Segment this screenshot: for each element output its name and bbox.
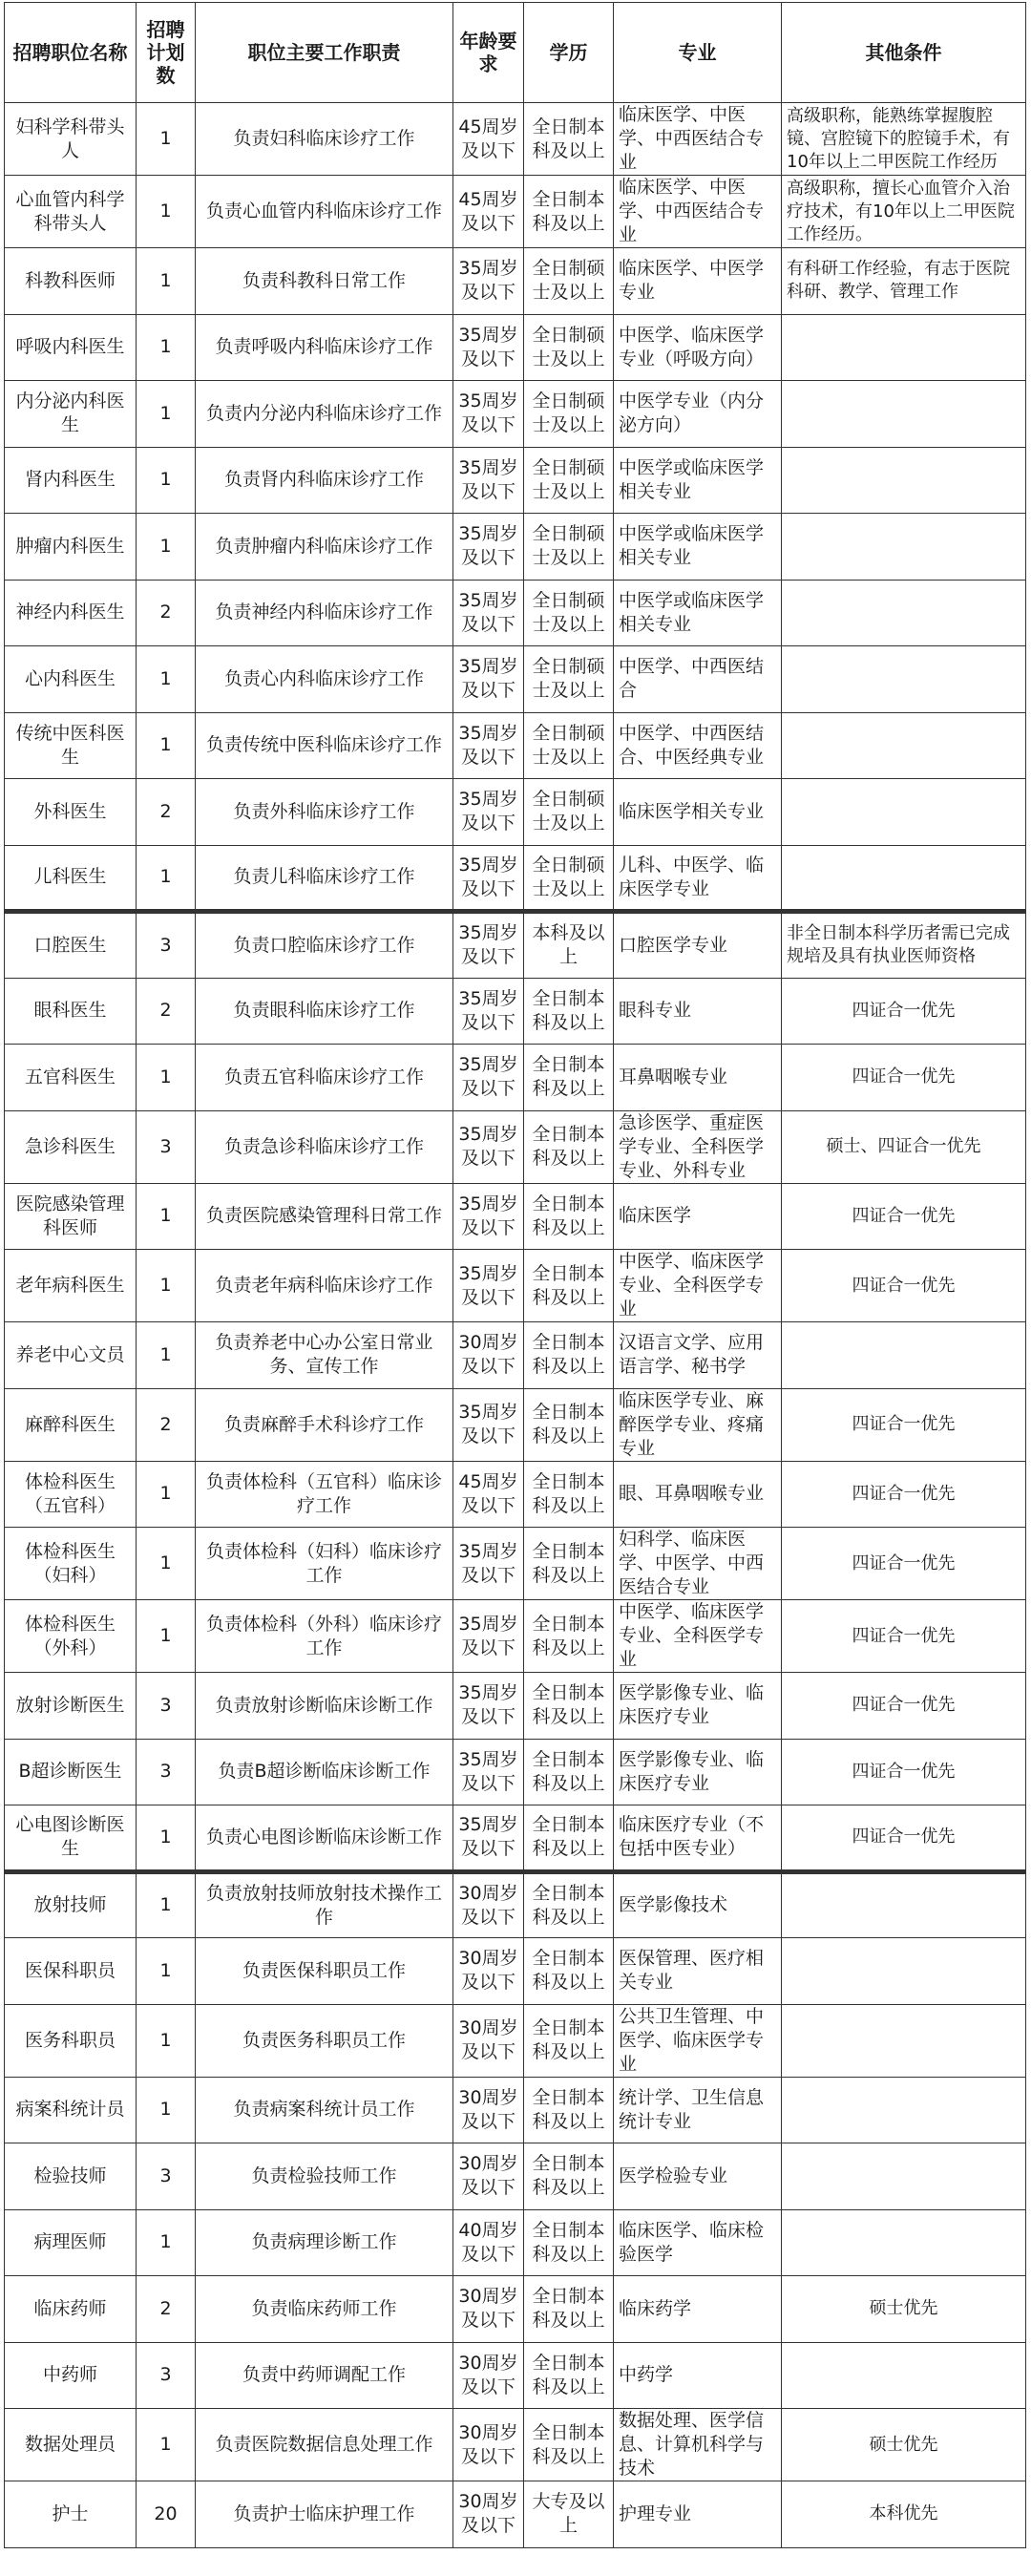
cell-age: 30周岁及以下 [453,2077,524,2143]
cell-count: 1 [137,1871,196,1938]
cell-conditions [782,2143,1026,2210]
cell-position: 中药师 [5,2342,137,2409]
cell-conditions: 四证合一优先 [782,1183,1026,1250]
cell-conditions: 四证合一优先 [782,1805,1026,1872]
header-position: 招聘职位名称 [5,3,137,103]
table-row [5,248,1026,315]
cell-conditions: 四证合一优先 [782,1461,1026,1528]
cell-position: 病理医师 [5,2209,137,2276]
cell-duties: 负责外科临床诊疗工作 [196,779,453,846]
cell-major: 临床医学相关专业 [614,779,782,846]
cell-position: 急诊科医生 [5,1110,137,1183]
table-row [5,2077,1026,2143]
cell-duties: 负责心内科临床诊疗工作 [196,646,453,713]
cell-conditions: 四证合一优先 [782,1250,1026,1322]
cell-conditions: 硕士优先 [782,2409,1026,2481]
cell-age: 35周岁及以下 [453,912,524,979]
cell-conditions [782,1938,1026,2005]
table-row [5,1110,1026,1183]
cell-major: 中医学或临床医学相关专业 [614,514,782,581]
cell-age: 35周岁及以下 [453,779,524,846]
cell-duties: 负责医院感染管理科日常工作 [196,1183,453,1250]
header-other-conditions: 其他条件 [782,3,1026,103]
cell-count: 1 [137,2409,196,2481]
cell-duties: 负责五官科临床诊疗工作 [196,1045,453,1111]
cell-conditions: 有科研工作经验，有志于医院科研、教学、管理工作 [782,248,1026,315]
cell-position: 医务科职员 [5,2004,137,2077]
cell-position: 传统中医科医生 [5,712,137,779]
cell-duties: 负责传统中医科临床诊疗工作 [196,712,453,779]
cell-education: 全日制本科及以上 [524,1322,614,1389]
cell-count: 1 [137,514,196,581]
cell-conditions [782,779,1026,846]
table-row [5,2481,1026,2548]
cell-count: 1 [137,381,196,448]
cell-major: 汉语言文学、应用语言学、秘书学 [614,1322,782,1389]
cell-count: 3 [137,1673,196,1740]
cell-major: 医保管理、医疗相关专业 [614,1938,782,2005]
cell-position: 五官科医生 [5,1045,137,1111]
cell-education: 全日制本科及以上 [524,1938,614,2005]
cell-duties: 负责心电图诊断临床诊断工作 [196,1805,453,1872]
cell-count: 1 [137,1528,196,1600]
cell-position: 体检科医生（外科） [5,1600,137,1673]
cell-education: 全日制硕士及以上 [524,381,614,448]
cell-education: 全日制本科及以上 [524,2077,614,2143]
cell-age: 35周岁及以下 [453,1388,524,1461]
cell-position: 医院感染管理科医师 [5,1183,137,1250]
cell-count: 3 [137,2342,196,2409]
cell-age: 30周岁及以下 [453,1871,524,1938]
cell-education: 全日制硕士及以上 [524,779,614,846]
cell-duties: 负责中药师调配工作 [196,2342,453,2409]
cell-count: 20 [137,2481,196,2548]
table-row [5,1739,1026,1805]
cell-education: 全日制硕士及以上 [524,580,614,646]
cell-age: 30周岁及以下 [453,2481,524,2548]
cell-education: 全日制本科及以上 [524,978,614,1045]
cell-major: 临床医学、中医学、中西医结合专业 [614,103,782,176]
cell-conditions [782,1871,1026,1938]
cell-education: 全日制硕士及以上 [524,712,614,779]
cell-count: 1 [137,314,196,381]
recruitment-table [4,2,1026,2548]
cell-conditions: 高级职称，擅长心血管介入治疗技术，有10年以上二甲医院工作经历。 [782,176,1026,248]
table-row [5,646,1026,713]
cell-duties: 负责医院数据信息处理工作 [196,2409,453,2481]
table-row [5,2209,1026,2276]
cell-duties: 负责临床药师工作 [196,2276,453,2343]
table-row [5,1388,1026,1461]
cell-age: 30周岁及以下 [453,2004,524,2077]
cell-age: 30周岁及以下 [453,2342,524,2409]
cell-major: 医学影像专业、临床医疗专业 [614,1739,782,1805]
cell-count: 3 [137,2143,196,2210]
cell-position: 内分泌内科医生 [5,381,137,448]
cell-conditions [782,2004,1026,2077]
cell-education: 全日制硕士及以上 [524,447,614,514]
cell-conditions [782,646,1026,713]
cell-age: 30周岁及以下 [453,2409,524,2481]
cell-education: 全日制本科及以上 [524,1183,614,1250]
cell-age: 35周岁及以下 [453,1045,524,1111]
cell-duties: 负责医务科职员工作 [196,2004,453,2077]
table-row [5,580,1026,646]
cell-age: 45周岁及以下 [453,103,524,176]
table-row [5,2342,1026,2409]
cell-duties: 负责妇科临床诊疗工作 [196,103,453,176]
cell-age: 45周岁及以下 [453,176,524,248]
cell-count: 1 [137,2077,196,2143]
table-row [5,1673,1026,1740]
cell-education: 全日制硕士及以上 [524,514,614,581]
cell-duties: 负责麻醉手术科诊疗工作 [196,1388,453,1461]
table-row [5,779,1026,846]
cell-age: 35周岁及以下 [453,1110,524,1183]
cell-age: 35周岁及以下 [453,712,524,779]
cell-major: 中医学、中西医结合、中医经典专业 [614,712,782,779]
table-row [5,1461,1026,1528]
cell-age: 35周岁及以下 [453,1673,524,1740]
cell-count: 2 [137,580,196,646]
cell-position: 肾内科医生 [5,447,137,514]
cell-major: 临床医学、临床检验医学 [614,2209,782,2276]
cell-position: 心内科医生 [5,646,137,713]
cell-major: 护理专业 [614,2481,782,2548]
cell-age: 35周岁及以下 [453,580,524,646]
cell-count: 1 [137,176,196,248]
cell-major: 统计学、卫生信息统计专业 [614,2077,782,2143]
cell-education: 全日制硕士及以上 [524,845,614,912]
cell-count: 1 [137,1250,196,1322]
table-row [5,176,1026,248]
cell-major: 中医学、中西医结合 [614,646,782,713]
cell-position: 呼吸内科医生 [5,314,137,381]
cell-age: 35周岁及以下 [453,1600,524,1673]
cell-major: 急诊医学、重症医学专业、全科医学专业、外科专业 [614,1110,782,1183]
cell-education: 全日制本科及以上 [524,1739,614,1805]
cell-duties: 负责护士临床护理工作 [196,2481,453,2548]
cell-conditions: 高级职称，能熟练掌握腹腔镜、宫腔镜下的腔镜手术，有10年以上二甲医院工作经历 [782,103,1026,176]
cell-education: 全日制本科及以上 [524,1805,614,1872]
cell-count: 2 [137,2276,196,2343]
cell-age: 35周岁及以下 [453,1250,524,1322]
cell-age: 35周岁及以下 [453,646,524,713]
cell-position: 心电图诊断医生 [5,1805,137,1872]
cell-position: 临床药师 [5,2276,137,2343]
cell-duties: 负责病案科统计员工作 [196,2077,453,2143]
cell-count: 1 [137,1600,196,1673]
cell-duties: 负责神经内科临床诊疗工作 [196,580,453,646]
cell-major: 儿科、中医学、临床医学专业 [614,845,782,912]
cell-major: 数据处理、医学信息、计算机科学与技术 [614,2409,782,2481]
cell-education: 全日制本科及以上 [524,1388,614,1461]
cell-major: 临床医学、中医学专业 [614,248,782,315]
cell-conditions: 四证合一优先 [782,1045,1026,1111]
cell-count: 1 [137,845,196,912]
cell-education: 全日制本科及以上 [524,1045,614,1111]
cell-education: 全日制本科及以上 [524,1673,614,1740]
cell-major: 临床医学 [614,1183,782,1250]
cell-major: 妇科学、临床医学、中医学、中西医结合专业 [614,1528,782,1600]
cell-conditions: 四证合一优先 [782,978,1026,1045]
cell-position: 老年病科医生 [5,1250,137,1322]
cell-major: 中药学 [614,2342,782,2409]
cell-education: 全日制本科及以上 [524,2004,614,2077]
cell-position: 外科医生 [5,779,137,846]
table-row [5,1528,1026,1600]
table-row [5,2143,1026,2210]
cell-major: 眼科专业 [614,978,782,1045]
cell-conditions: 硕士优先 [782,2276,1026,2343]
table-row [5,1322,1026,1389]
cell-education: 本科及以上 [524,912,614,979]
cell-count: 1 [137,447,196,514]
cell-age: 30周岁及以下 [453,1322,524,1389]
cell-count: 3 [137,1739,196,1805]
cell-conditions [782,2077,1026,2143]
cell-age: 35周岁及以下 [453,1805,524,1872]
cell-conditions [782,314,1026,381]
cell-age: 35周岁及以下 [453,248,524,315]
cell-position: 体检科医生（妇科） [5,1528,137,1600]
cell-duties: 负责内分泌内科临床诊疗工作 [196,381,453,448]
cell-major: 中医学或临床医学相关专业 [614,580,782,646]
header-plan-count: 招聘计划数 [137,3,196,103]
cell-education: 全日制本科及以上 [524,2409,614,2481]
cell-conditions: 硕士、四证合一优先 [782,1110,1026,1183]
cell-conditions [782,381,1026,448]
cell-age: 35周岁及以下 [453,314,524,381]
cell-age: 35周岁及以下 [453,381,524,448]
cell-count: 1 [137,103,196,176]
cell-age: 35周岁及以下 [453,514,524,581]
cell-major: 眼、耳鼻咽喉专业 [614,1461,782,1528]
cell-duties: 负责老年病科临床诊疗工作 [196,1250,453,1322]
cell-age: 35周岁及以下 [453,447,524,514]
cell-count: 1 [137,712,196,779]
cell-education: 全日制本科及以上 [524,2209,614,2276]
cell-major: 耳鼻咽喉专业 [614,1045,782,1111]
cell-duties: 负责儿科临床诊疗工作 [196,845,453,912]
table-row [5,103,1026,176]
cell-major: 中医学或临床医学相关专业 [614,447,782,514]
table-row [5,912,1026,979]
cell-major: 临床医学、中医学、中西医结合专业 [614,176,782,248]
cell-major: 临床医疗专业（不包括中医专业） [614,1805,782,1872]
cell-age: 35周岁及以下 [453,978,524,1045]
header-education: 学历 [524,3,614,103]
cell-duties: 负责科教科日常工作 [196,248,453,315]
cell-education: 全日制本科及以上 [524,2276,614,2343]
cell-position: 口腔医生 [5,912,137,979]
table-row [5,1250,1026,1322]
cell-conditions [782,2342,1026,2409]
cell-age: 30周岁及以下 [453,2276,524,2343]
cell-count: 1 [137,1045,196,1111]
cell-conditions [782,2209,1026,2276]
cell-count: 1 [137,1938,196,2005]
cell-conditions [782,580,1026,646]
cell-position: 护士 [5,2481,137,2548]
cell-education: 全日制本科及以上 [524,2143,614,2210]
cell-position: 检验技师 [5,2143,137,2210]
table-row [5,845,1026,912]
cell-education: 全日制本科及以上 [524,2342,614,2409]
table-row [5,314,1026,381]
cell-education: 全日制本科及以上 [524,1871,614,1938]
cell-count: 2 [137,978,196,1045]
cell-conditions: 四证合一优先 [782,1600,1026,1673]
table-row [5,2004,1026,2077]
cell-duties: 负责口腔临床诊疗工作 [196,912,453,979]
cell-position: 神经内科医生 [5,580,137,646]
cell-count: 1 [137,2209,196,2276]
cell-count: 1 [137,1183,196,1250]
cell-major: 医学检验专业 [614,2143,782,2210]
cell-age: 40周岁及以下 [453,2209,524,2276]
table-row [5,447,1026,514]
cell-education: 大专及以上 [524,2481,614,2548]
cell-major: 医学影像技术 [614,1871,782,1938]
table-row [5,712,1026,779]
table-row [5,514,1026,581]
cell-position: 放射技师 [5,1871,137,1938]
cell-position: 病案科统计员 [5,2077,137,2143]
cell-position: B超诊断医生 [5,1739,137,1805]
cell-conditions: 非全日制本科学历者需已完成规培及具有执业医师资格 [782,912,1026,979]
header-duties: 职位主要工作职责 [196,3,453,103]
cell-major: 口腔医学专业 [614,912,782,979]
cell-major: 临床药学 [614,2276,782,2343]
cell-position: 儿科医生 [5,845,137,912]
cell-duties: 负责B超诊断临床诊断工作 [196,1739,453,1805]
cell-duties: 负责养老中心办公室日常业务、宣传工作 [196,1322,453,1389]
cell-conditions: 四证合一优先 [782,1673,1026,1740]
cell-duties: 负责心血管内科临床诊疗工作 [196,176,453,248]
cell-duties: 负责医保科职员工作 [196,1938,453,2005]
cell-position: 肿瘤内科医生 [5,514,137,581]
cell-duties: 负责体检科（五官科）临床诊疗工作 [196,1461,453,1528]
cell-count: 1 [137,1461,196,1528]
cell-age: 30周岁及以下 [453,1938,524,2005]
cell-age: 35周岁及以下 [453,1739,524,1805]
cell-count: 2 [137,779,196,846]
cell-age: 30周岁及以下 [453,2143,524,2210]
cell-position: 体检科医生（五官科） [5,1461,137,1528]
cell-duties: 负责病理诊断工作 [196,2209,453,2276]
cell-duties: 负责放射技师放射技术操作工作 [196,1871,453,1938]
cell-duties: 负责肿瘤内科临床诊疗工作 [196,514,453,581]
cell-conditions [782,712,1026,779]
cell-duties: 负责眼科临床诊疗工作 [196,978,453,1045]
cell-education: 全日制硕士及以上 [524,314,614,381]
cell-conditions: 四证合一优先 [782,1739,1026,1805]
cell-major: 临床医学专业、麻醉医学专业、疼痛专业 [614,1388,782,1461]
cell-education: 全日制硕士及以上 [524,646,614,713]
cell-position: 医保科职员 [5,1938,137,2005]
cell-major: 中医学、临床医学专业、全科医学专业 [614,1250,782,1322]
cell-education: 全日制本科及以上 [524,1110,614,1183]
cell-education: 全日制本科及以上 [524,1600,614,1673]
cell-conditions: 本科优先 [782,2481,1026,2548]
cell-major: 医学影像专业、临床医疗专业 [614,1673,782,1740]
cell-conditions: 四证合一优先 [782,1528,1026,1600]
cell-conditions [782,514,1026,581]
cell-major: 中医学专业（内分泌方向） [614,381,782,448]
cell-education: 全日制本科及以上 [524,1250,614,1322]
header-row [5,3,1026,103]
cell-duties: 负责检验技师工作 [196,2143,453,2210]
table-row [5,2276,1026,2343]
cell-major: 公共卫生管理、中医学、临床医学专业 [614,2004,782,2077]
table-row [5,1183,1026,1250]
cell-position: 眼科医生 [5,978,137,1045]
cell-duties: 负责体检科（妇科）临床诊疗工作 [196,1528,453,1600]
cell-position: 心血管内科学科带头人 [5,176,137,248]
cell-age: 35周岁及以下 [453,845,524,912]
cell-conditions [782,845,1026,912]
cell-position: 数据处理员 [5,2409,137,2481]
cell-count: 1 [137,1322,196,1389]
cell-position: 科教科医师 [5,248,137,315]
cell-conditions [782,447,1026,514]
table-row [5,1600,1026,1673]
cell-education: 全日制本科及以上 [524,176,614,248]
header-major: 专业 [614,3,782,103]
cell-count: 3 [137,1110,196,1183]
cell-count: 1 [137,248,196,315]
cell-conditions: 四证合一优先 [782,1388,1026,1461]
cell-count: 1 [137,1805,196,1872]
table-body [5,103,1026,2548]
cell-count: 1 [137,2004,196,2077]
cell-position: 养老中心文员 [5,1322,137,1389]
table-row [5,2409,1026,2481]
cell-duties: 负责放射诊断临床诊断工作 [196,1673,453,1740]
table-row [5,978,1026,1045]
cell-count: 3 [137,912,196,979]
cell-education: 全日制硕士及以上 [524,248,614,315]
cell-major: 中医学、临床医学专业、全科医学专业 [614,1600,782,1673]
cell-age: 35周岁及以下 [453,1183,524,1250]
cell-major: 中医学、临床医学专业（呼吸方向） [614,314,782,381]
table-row [5,1045,1026,1111]
header-age: 年龄要求 [453,3,524,103]
cell-duties: 负责肾内科临床诊疗工作 [196,447,453,514]
cell-age: 35周岁及以下 [453,1528,524,1600]
table-row [5,1805,1026,1872]
cell-position: 妇科学科带头人 [5,103,137,176]
cell-education: 全日制本科及以上 [524,1461,614,1528]
cell-count: 2 [137,1388,196,1461]
cell-duties: 负责呼吸内科临床诊疗工作 [196,314,453,381]
cell-duties: 负责急诊科临床诊疗工作 [196,1110,453,1183]
cell-position: 麻醉科医生 [5,1388,137,1461]
table-row [5,381,1026,448]
table-row [5,1938,1026,2005]
cell-conditions [782,1322,1026,1389]
cell-age: 45周岁及以下 [453,1461,524,1528]
cell-education: 全日制本科及以上 [524,103,614,176]
table-row [5,1871,1026,1938]
cell-count: 1 [137,646,196,713]
cell-duties: 负责体检科（外科）临床诊疗工作 [196,1600,453,1673]
cell-position: 放射诊断医生 [5,1673,137,1740]
cell-education: 全日制本科及以上 [524,1528,614,1600]
